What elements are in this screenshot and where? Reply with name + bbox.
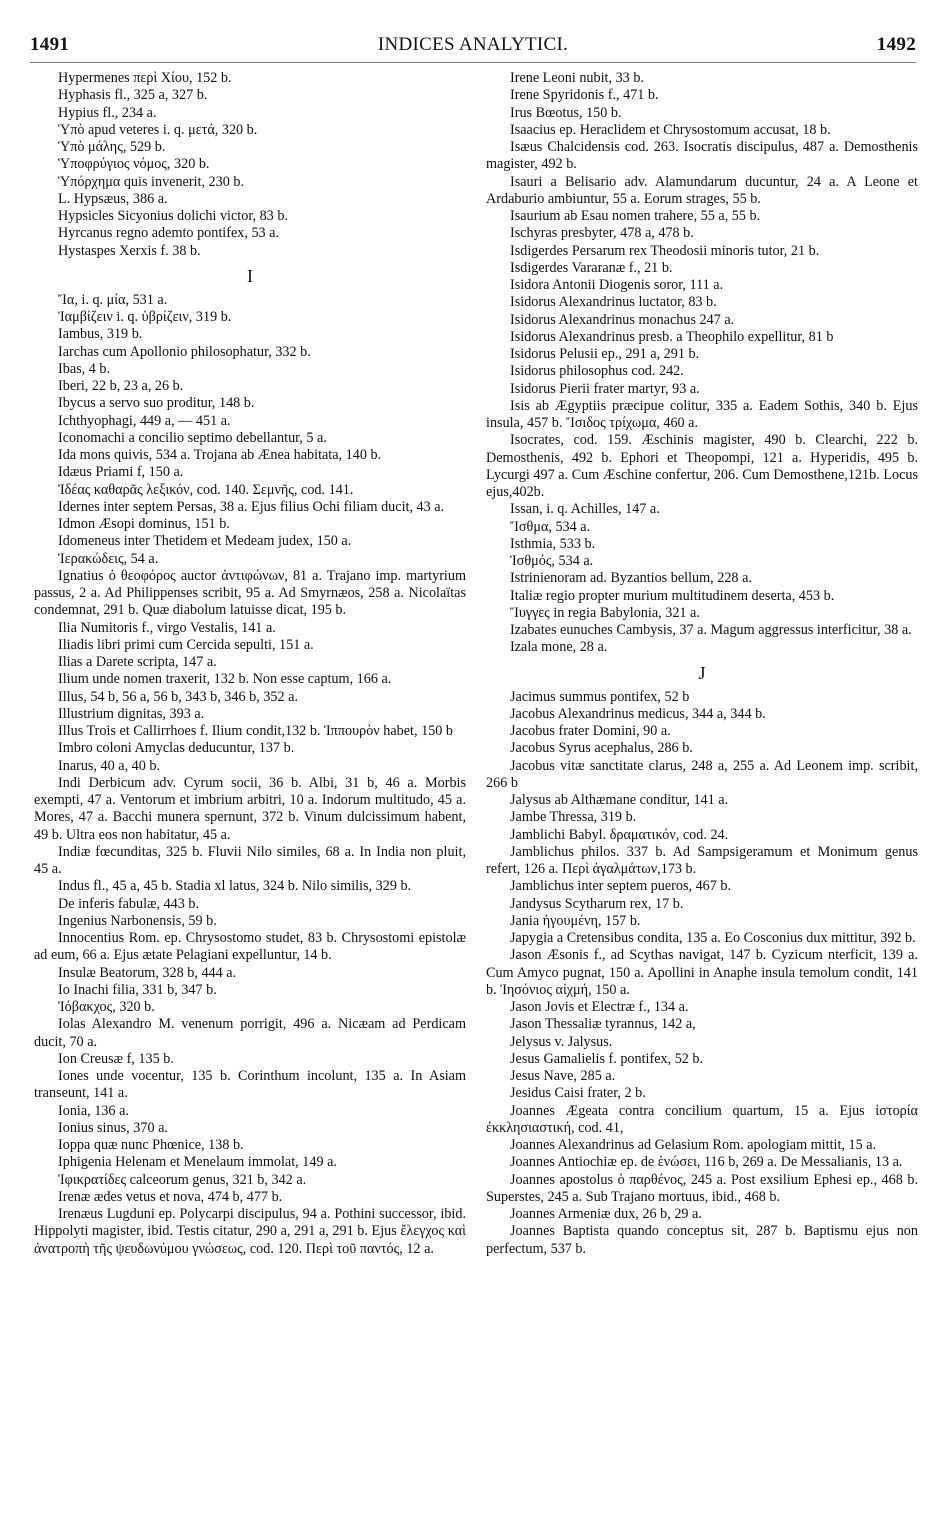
- index-entry: Ἰόβακχος, 320 b.: [58, 999, 155, 1015]
- block-i-continued-entries: [486, 70, 918, 657]
- index-entry: Joannes Ægeata contra concilium quartum, 15 a. Ejus ἱστορία ἐκκλησιαστική, cod. 41,: [486, 1102, 918, 1136]
- index-entry: Ἱερακώδεις, 54 a.: [58, 550, 159, 567]
- index-entry: Isidorus Alexandrinus presb. a Theophilo expellitur, 81 b: [510, 328, 834, 345]
- index-entry: Ischyras presbyter, 478 a, 478 b.: [510, 225, 694, 242]
- index-entry: Isæus Chalcidensis cod. 263. Isocratis discipulus, 487 a. Demosthenis magister, 492 b.: [486, 139, 918, 173]
- index-entry: Istrinienoram ad. Byzantios bellum, 228 a.: [510, 570, 752, 587]
- index-entry: Iarchas cum Apollonio philosophatur, 332 b.: [58, 343, 311, 360]
- index-entry: Jacobus Alexandrinus medicus, 344 a, 344 b.: [510, 705, 766, 722]
- index-entry: Hypius fl., 234 a.: [58, 104, 157, 121]
- index-entry: Jesidus Caisi frater, 2 b.: [510, 1085, 646, 1102]
- index-entry: Jambe Thressa, 319 b.: [510, 809, 637, 826]
- index-entry: Ingenius Narbonensis, 59 b.: [58, 912, 217, 929]
- left-column: [34, 70, 466, 1258]
- index-entry: Iliadis libri primi cum Cercida sepulti, 151 a.: [58, 636, 314, 653]
- index-entry: Ὑποφρύγιος νόμος, 320 b.: [58, 156, 210, 173]
- index-entry: Isauri a Belisario adv. Alamundarum ducuntur, 24 a. A Leone et Ardaburio ambiuntur, 55 a. Eorum strages, 55 b.: [486, 173, 918, 207]
- index-entry: Jacobus Syrus acephalus, 286 b.: [510, 740, 693, 757]
- index-entry: Iconomachi a concilio septimo debellantur, 5 a.: [58, 429, 327, 446]
- index-entry: Ilia Numitoris f., virgo Vestalis, 141 a.: [58, 619, 276, 636]
- index-entry: Jason Æsonis f., ad Scythas navigat, 147 b. Cyzicum nterficit, 139 a. Cum Amyco pugnat, 150 a. Apollini in Anaphe insula temolum condit, 141 b. Ἰησόνιος αἰχμή, 150 a.: [486, 947, 918, 998]
- index-entry: Irenæ ædes vetus et nova, 474 b, 477 b.: [58, 1188, 283, 1205]
- index-entry: Isidora Antonii Diogenis soror, 111 a.: [510, 277, 724, 293]
- index-entry: Idernes inter septem Persas, 38 a. Ejus filius Ochi filiam ducit, 43 a.: [58, 498, 445, 515]
- index-entry: Italiæ regio propter murium multitudinem deserta, 453 b.: [510, 587, 835, 604]
- index-entry: Irene Leoni nubit, 33 b.: [510, 70, 644, 86]
- index-entry: Ibas, 4 b.: [58, 360, 111, 377]
- index-entry: Ἴυγγες in regia Babylonia, 321 a.: [510, 604, 700, 621]
- index-entry: Joannes Antiochiæ ep. de ἑνώσει, 116 b, 269 a. De Messalianis, 13 a.: [510, 1154, 903, 1171]
- index-entry: Iolas Alexandro M. venenum porrigit, 496 a. Nicæam ad Perdicam ducit, 70 a.: [34, 1016, 466, 1050]
- index-entry: Isidorus Pelusii ep., 291 a, 291 b.: [510, 346, 700, 362]
- index-entry: L. Hypsæus, 386 a.: [58, 190, 168, 207]
- index-entry: Jason Jovis et Electræ f., 134 a.: [510, 999, 689, 1015]
- index-entry: Jamblichus philos. 337 b. Ad Sampsigeramum et Monimum genus refert, 126 a. Περὶ ἀγαλμάτων,173 b.: [486, 843, 918, 877]
- index-entry: Idomeneus inter Thetidem et Medeam judex, 150 a.: [58, 533, 352, 550]
- index-entry: Ἰδέας καθαρᾶς λεξικόν, cod. 140. Σεμνῆς, cod. 141.: [58, 481, 354, 498]
- index-entry: Joannes Armeniæ dux, 26 b, 29 a.: [510, 1206, 702, 1222]
- index-entry: Indi Derbicum adv. Cyrum socii, 36 b. Albi, 31 b, 46 a. Morbis exempti, 47 a. Ventorum et imbrium arbitri, 10 a. Indorum multitudo, 45 a. Mores, 47 a. Bacchi munera spernunt, 372 b. Vinum dulcissimum habent, 49 b. Ultra eos non habitatur, 45 a.: [34, 774, 466, 843]
- index-entry: Japygia a Cretensibus condita, 135 a. Eo Cosconius dux mittitur, 392 b.: [510, 930, 916, 946]
- index-entry: Isaurium ab Esau nomen trahere, 55 a, 55 b.: [510, 208, 761, 224]
- index-entry: Imbro coloni Amyclas deducuntur, 137 b.: [58, 740, 295, 757]
- index-entry: Isidorus Alexandrinus monachus 247 a.: [510, 311, 735, 328]
- index-entry: Hyrcanus regno ademto pontifex, 53 a.: [58, 225, 280, 242]
- index-entry: Ἴα, i. q. μία, 531 a.: [58, 291, 168, 308]
- index-entry: Jacobus vitæ sanctitate clarus, 248 a, 255 a. Ad Leonem imp. scribit, 266 b: [486, 757, 918, 791]
- block-h-entries: [34, 70, 466, 260]
- index-entry: Hypermenes περὶ Χίου, 152 b.: [58, 70, 232, 86]
- index-entry: Hystaspes Xerxis f. 38 b.: [58, 242, 201, 259]
- index-entry: Isthmia, 533 b.: [510, 535, 596, 552]
- index-entry: Idmon Æsopi dominus, 151 b.: [58, 516, 230, 532]
- index-entry: Joannes Baptista quando conceptus sit, 287 b. Baptismu ejus non perfectum, 537 b.: [486, 1223, 918, 1257]
- index-entry: Joannes Alexandrinus ad Gelasium Rom. apologiam mittit, 15 a.: [510, 1137, 877, 1153]
- index-entry: Isidorus Alexandrinus luctator, 83 b.: [510, 294, 717, 311]
- index-entry: Iones unde vocentur, 135 b. Corinthum incolunt, 135 a. In Asiam transeunt, 141 a.: [34, 1068, 466, 1102]
- index-entry: Idæus Priami f, 150 a.: [58, 464, 184, 481]
- index-entry: Ἰφικρατίδες calceorum genus, 321 b, 342 a.: [58, 1171, 307, 1188]
- index-entry: Insulæ Beatorum, 328 b, 444 a.: [58, 964, 237, 981]
- index-entry: Jelysus v. Jalysus.: [510, 1033, 613, 1050]
- index-entry: Ichthyophagi, 449 a, — 451 a.: [58, 412, 231, 429]
- index-entry: Indus fl., 45 a, 45 b. Stadia xl latus, 324 b. Nilo similis, 329 b.: [58, 878, 412, 895]
- index-entry: Illus Trois et Callirrhoes f. Ilium condit,132 b. Ἱππουρὸν habet, 150 b: [58, 723, 453, 739]
- index-entry: Jason Thessaliæ tyrannus, 142 a,: [510, 1016, 696, 1033]
- index-entry: Ionia, 136 a.: [58, 1102, 129, 1119]
- index-entry: Irene Spyridonis f., 471 b.: [510, 87, 659, 104]
- index-entry: Isocrates, cod. 159. Æschinis magister, 490 b. Clearchi, 222 b. Demosthenis, 492 b. Ephori et Theopompi, 121 a. Hyperidis, 495 b. Lycurgi 497 a. Cum Æschine confertur, 206. Cum Demosthene,121b. Locus ejus,402b.: [486, 432, 918, 500]
- right-page-number: 1492: [876, 34, 916, 55]
- left-page-number: 1491: [30, 34, 70, 55]
- index-entry: Jalysus ab Althæmane conditur, 141 a.: [510, 792, 729, 808]
- index-entry: Io Inachi filia, 331 b, 347 b.: [58, 981, 217, 998]
- section-letter-j: J: [698, 662, 706, 683]
- block-j-entries: [486, 689, 918, 1258]
- index-entry: Isis ab Ægyptiis præcipue colitur, 335 a. Eadem Sothis, 340 b. Ejus insula, 457 b. Ἴσιδος τρίχωμα, 460 a.: [486, 397, 918, 431]
- block-i-entries: [34, 292, 466, 1258]
- index-entry: Isdigerdes Vararanæ f., 21 b.: [510, 259, 673, 276]
- index-entry: Issan, i. q. Achilles, 147 a.: [510, 501, 660, 518]
- index-entry: Ἴσθμα, 534 a.: [510, 518, 591, 535]
- index-entry: Hypsicles Sicyonius dolichi victor, 83 b.: [58, 208, 288, 224]
- index-entry: Ion Creusæ f, 135 b.: [58, 1050, 174, 1067]
- index-entry: Hyphasis fl., 325 a, 327 b.: [58, 87, 208, 104]
- index-entry: Inarus, 40 a, 40 b.: [58, 757, 161, 774]
- index-entry: Irus Bœotus, 150 b.: [510, 104, 622, 121]
- right-column: [486, 70, 918, 1258]
- index-entry: Ida mons quivis, 534 a. Trojana ab Ænea habitata, 140 b.: [58, 447, 382, 463]
- index-entry: Ilium unde nomen traxerit, 132 b. Non esse captum, 166 a.: [58, 671, 392, 688]
- index-entry: Jesus Gamalielis f. pontifex, 52 b.: [510, 1050, 704, 1067]
- index-entry: Jacimus summus pontifex, 52 b: [510, 688, 690, 705]
- index-entry: Illustrium dignitas, 393 a.: [58, 705, 205, 722]
- index-entry: Ἰσθμός, 534 a.: [510, 553, 594, 569]
- index-entry: Ibycus a servo suo proditur, 148 b.: [58, 395, 255, 412]
- index-entry: Innocentius Rom. ep. Chrysostomo studet, 83 b. Chrysostomi epistolæ ad eum, 66 a. Ejus ætate Pelagiani expelluntur, 14 b.: [34, 930, 466, 964]
- index-entry: Jamblichi Babyl. δραματικόν, cod. 24.: [510, 826, 729, 843]
- index-entry: Ὑπόρχημα quis invenerit, 230 b.: [58, 173, 245, 190]
- index-entry: Jesus Nave, 285 a.: [510, 1068, 616, 1084]
- index-entry: Indiæ fœcunditas, 325 b. Fluvii Nilo similes, 68 a. In India non pluit, 45 a.: [34, 843, 466, 877]
- index-entry: Irenæus Lugduni ep. Polycarpi discipulus, 94 a. Pothini successor, ibid. Hippolyti magister, ibid. Testis citatur, 290 a, 291 a, 291 b. Ejus ἔλεγχος καὶ ἀνατροπὴ τῆς ψευδωνύμου γνώσεως, cod. 120. Περὶ τοῦ παντός, 12 a.: [34, 1206, 466, 1257]
- section-letter-i: I: [247, 265, 253, 286]
- index-entry: De inferis fabulæ, 443 b.: [58, 895, 200, 912]
- index-entry: Joannes apostolus ὁ παρθένος, 245 a. Post exsilium Ephesi ep., 468 b. Superstes, 245 a. Sub Trajano mortuus, ibid., 468 b.: [486, 1171, 918, 1205]
- index-entry: Ilias a Darete scripta, 147 a.: [58, 654, 217, 670]
- index-entry: Jacobus frater Domini, 90 a.: [510, 723, 671, 739]
- index-entry: Illus, 54 b, 56 a, 56 b, 343 b, 346 b, 352 a.: [58, 688, 298, 705]
- page-header: [30, 34, 916, 60]
- index-entry: Jania ἡγουμένη, 157 b.: [510, 912, 641, 929]
- running-title: INDICES ANALYTICI.: [377, 34, 569, 55]
- index-entry: Ionius sinus, 370 a.: [58, 1119, 168, 1136]
- index-entry: Izala mone, 28 a.: [510, 639, 608, 656]
- index-entry: Ὑπὸ μάλης, 529 b.: [58, 139, 166, 155]
- index-entry: Isidorus Pierii frater martyr, 93 a.: [510, 380, 700, 397]
- index-entry: Jandysus Scytharum rex, 17 b.: [510, 895, 684, 912]
- index-entry: Ioppa quæ nunc Phœnice, 138 b.: [58, 1137, 244, 1153]
- index-entry: Jamblichus inter septem pueros, 467 b.: [510, 878, 732, 895]
- header-rule: [30, 62, 916, 63]
- index-entry: Iambus, 319 b.: [58, 326, 143, 343]
- index-entry: Isdigerdes Persarum rex Theodosii minoris tutor, 21 b.: [510, 242, 820, 259]
- index-entry: Isaacius ep. Heraclidem et Chrysostomum accusat, 18 b.: [510, 121, 831, 138]
- index-entry: Iberi, 22 b, 23 a, 26 b.: [58, 378, 184, 394]
- index-entry: Iphigenia Helenam et Menelaum immolat, 149 a.: [58, 1154, 337, 1171]
- index-entry: Ἰαμβίζειν i. q. ὑβρίζειν, 319 b.: [58, 309, 232, 325]
- index-entry: Isidorus philosophus cod. 242.: [510, 363, 684, 380]
- index-entry: Ὑπὸ apud veteres i. q. μετά, 320 b.: [58, 121, 258, 138]
- index-entry: Izabates eunuches Cambysis, 37 a. Magum aggressus interficitur, 38 a.: [510, 622, 912, 638]
- index-entry: Ignatius ὁ θεοφόρος auctor ἀντιφώνων, 81 a. Trajano imp. martyrium passus, 2 a. Ad Philippenses scribit, 95 a. Ad Smyrnæos, 258 a. Nicolaïtas condemnat, 291 b. Quæ diabolum latuisse dicat, 195 b.: [34, 567, 466, 619]
